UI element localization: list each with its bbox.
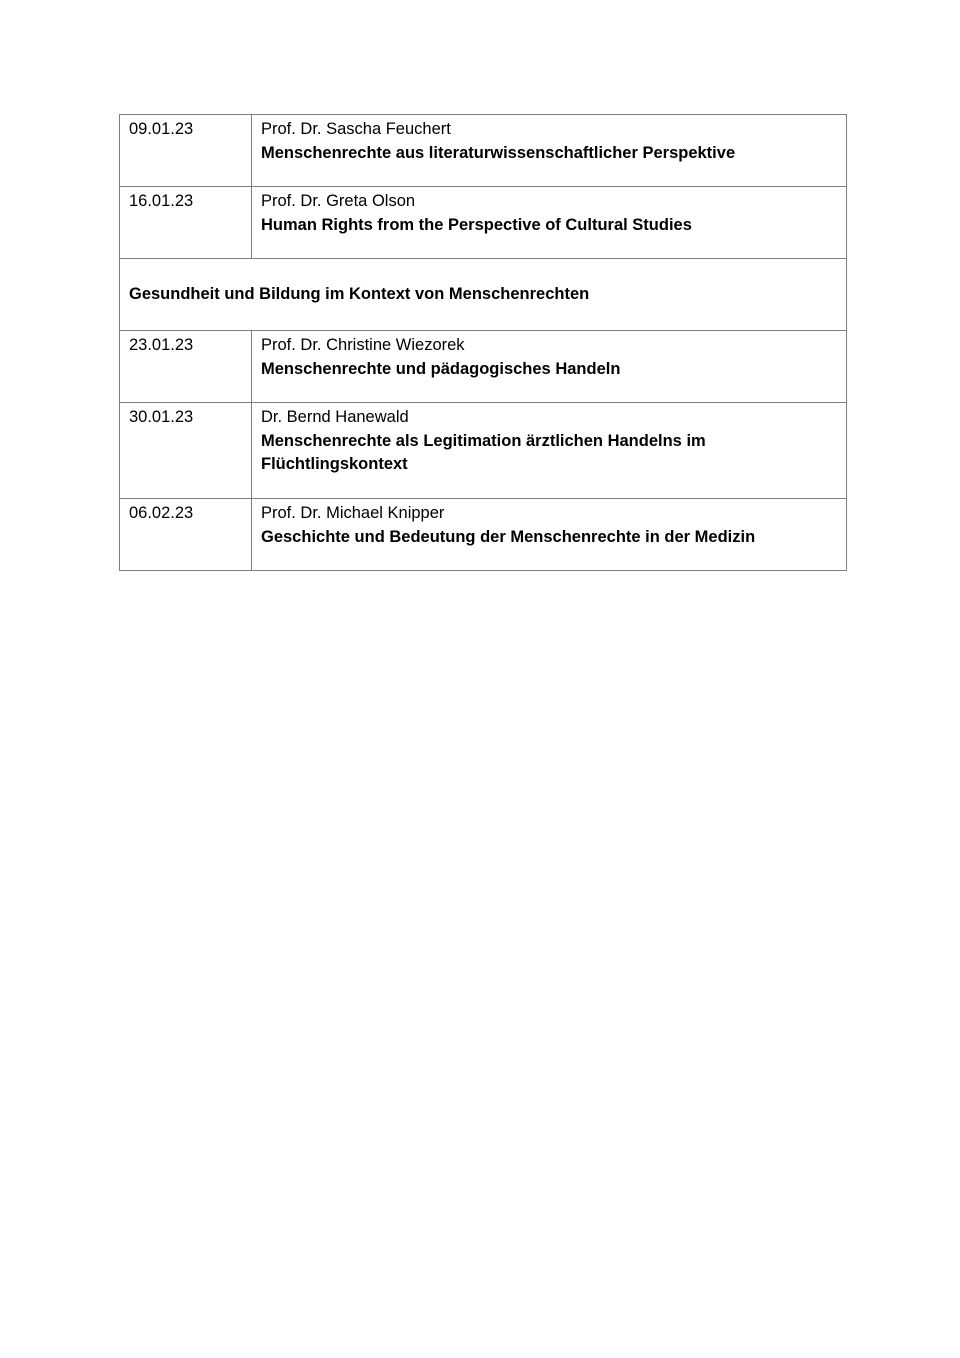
speaker-name: Prof. Dr. Greta Olson: [261, 192, 416, 210]
date-cell: [120, 403, 252, 499]
lecture-date: 06.02.23: [129, 504, 194, 522]
lecture-cell: [252, 115, 847, 187]
speaker-name: Prof. Dr. Christine Wiezorek: [261, 336, 465, 354]
lecture-title: Geschichte und Bedeutung der Menschenrechte in der Medizin: [261, 527, 756, 546]
section-heading-row: [120, 259, 847, 331]
lecture-title: Human Rights from the Perspective of Cultural Studies: [261, 215, 692, 234]
lecture-title: Menschenrechte und pädagogisches Handeln: [261, 359, 621, 378]
lecture-date: 09.01.23: [129, 120, 194, 138]
lecture-date: 23.01.23: [129, 336, 194, 354]
speaker-name: Prof. Dr. Sascha Feuchert: [261, 120, 451, 138]
table-row: [120, 187, 847, 259]
lecture-date: 30.01.23: [129, 408, 194, 426]
lecture-cell: [252, 331, 847, 403]
lecture-cell: [252, 499, 847, 571]
section-heading-cell: [120, 259, 847, 331]
lecture-cell: [252, 403, 847, 499]
table-row: [120, 115, 847, 187]
table-row: [120, 499, 847, 571]
lecture-title: Menschenrechte aus literaturwissenschaftlicher Perspektive: [261, 143, 736, 162]
lecture-cell: [252, 187, 847, 259]
speaker-name: Dr. Bernd Hanewald: [261, 408, 409, 426]
date-cell: [120, 115, 252, 187]
date-cell: [120, 331, 252, 403]
speaker-name: Prof. Dr. Michael Knipper: [261, 504, 445, 522]
section-heading: Gesundheit und Bildung im Kontext von Menschenrechten: [129, 284, 590, 303]
date-cell: [120, 499, 252, 571]
table-row: [120, 331, 847, 403]
lecture-title: Menschenrechte als Legitimation ärztlichen Handelns im Flüchtlingskontext: [261, 431, 706, 473]
lecture-date: 16.01.23: [129, 192, 194, 210]
date-cell: [120, 187, 252, 259]
table-row: [120, 403, 847, 499]
lecture-schedule-table: [119, 114, 847, 571]
